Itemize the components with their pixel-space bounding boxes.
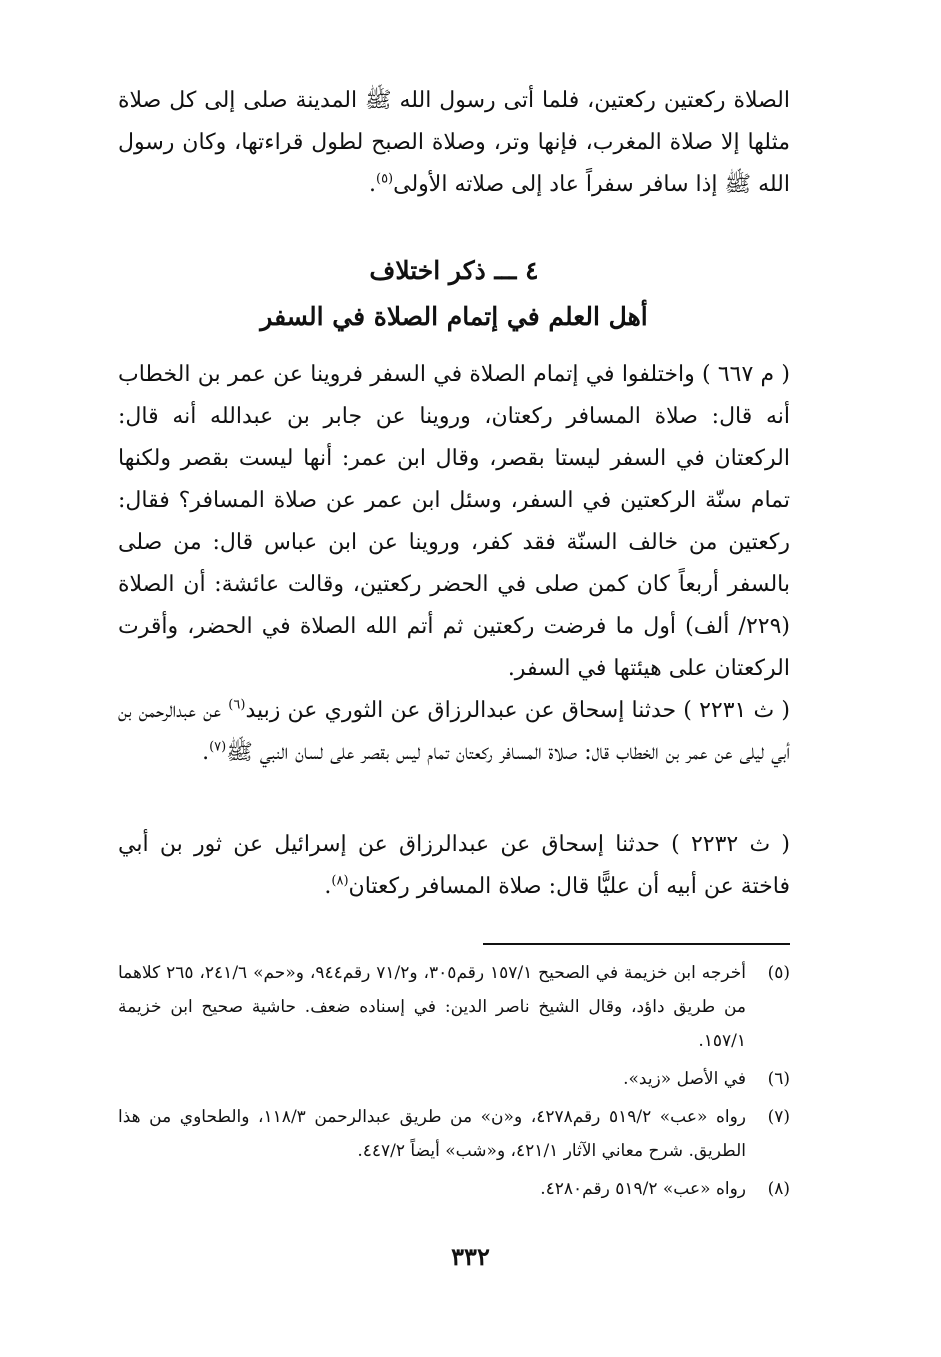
footnote-number: (٥) <box>767 963 790 983</box>
footnote-ref-7: (٧) <box>209 739 227 755</box>
footnote-8 <box>118 1172 790 1206</box>
footnote-text: في الأصل «زيد». <box>623 1069 746 1089</box>
paragraph-t2232-end: . <box>324 874 332 899</box>
top-paragraph-text: الصلاة ركعتين ركعتين، فلما أتى رسول الله ﷺ المدينة صلى إلى كل صلاة مثلها إلا صلاة المغرب، فإنها وتر، وصلاة الصبح لطول قراءتها، وكان رسول الله ﷺ إذا سافر سفراً عاد إلى صلاته الأولى <box>118 88 790 197</box>
paragraph-t2232-text: ( ث ٢٢٣٢ ) حدثنا إسحاق عن عبدالرزاق عن إسرائيل عن ثور بن أبي فاختة عن أبيه أن عليًّا قال: صلاة المسافر ركعتان <box>118 832 791 899</box>
paragraph-t2232-block <box>118 824 790 908</box>
footnote-text: رواه «عب» ٥١٩/٢ رقم٤٢٨٠. <box>540 1179 746 1199</box>
heading-line-2: أهل العلم في إتمام الصلاة في السفر <box>260 302 648 331</box>
footnote-number: (٧) <box>767 1107 790 1127</box>
paragraph-t2231-part2: عن عبدالرحمن بن أبي ليلى عن عمر بن الخطاب قال: صلاة المسافر ركعتان تمام ليس بقصر على لسان النبي ﷺ <box>118 698 790 765</box>
footnote-number: (٨) <box>767 1179 790 1199</box>
top-paragraph: الصلاة ركعتين ركعتين، فلما أتى رسول الله ﷺ المدينة صلى إلى كل صلاة مثلها إلا صلاة المغرب، فإنها وتر، وصلاة الصبح لطول قراءتها، وكان رسول الله ﷺ إذا سافر سفراً عاد إلى صلاته الأولى$^{(٥)}$. <box>118 88 790 197</box>
top-paragraph-block <box>118 80 790 206</box>
footnote-divider <box>483 943 790 945</box>
paragraph-t2231-end: . <box>202 740 210 765</box>
paragraph-t2232 <box>118 824 790 908</box>
footnote-text: أخرجه ابن خزيمة في الصحيح ١٥٧/١ رقم٣٠٥، و٧١/٢ رقم٩٤٤، و«حم» ٢٤١/٦، ٢٦٥ كلاهما من طريق داؤد، وقال الشيخ ناصر الدين: في إسناده ضعف. حاشية صحيح ابن خزيمة ١٥٧/١. <box>118 963 746 1051</box>
paragraph-m667: ( م ٦٦٧ ) واختلفوا في إتمام الصلاة في السفر فروينا عن عمر بن الخطاب أنه قال: صلاة المسافر ركعتان، وروينا عن جابر بن عبدالله أنه قال: الركعتان في السفر ليستا بقصر، وقال ابن عمر: أنها ليست بقصر ولكنها تمام سنّة الركعتين في السفر، وسئل ابن عمر عن صلاة المسافر؟ فقال: ركعتين من خالف السنّة فقد كفر، وروينا عن ابن عباس قال: من صلى بالسفر أربعاً كان كمن صلى في الحضر ركعتين، وقالت عائشة: أن الصلاة (٢٢٩/ ألف) أول ما فرضت ركعتين ثم أتم الله الصلاة في الحضر، وأقرت الركعتان على هيئتها في السفر. <box>118 362 790 681</box>
heading-line-1: ٤ ـــ ذكر اختلاف <box>369 256 539 285</box>
paragraph-t2231-part1: ( ث ٢٢٣١ ) حدثنا إسحاق عن عبدالرزاق عن الثوري عن زبيد <box>245 698 790 723</box>
paragraph-m667-block <box>118 354 790 690</box>
footnote-6 <box>118 1062 790 1096</box>
footnote-ref-8: (٨) <box>331 873 349 889</box>
paragraph-t2231 <box>118 690 790 774</box>
footnote-7 <box>118 1100 790 1168</box>
footnote-number: (٦) <box>767 1069 790 1089</box>
paragraph-t2231-block <box>118 690 790 774</box>
footnote-5 <box>118 956 790 1058</box>
section-heading <box>118 248 790 340</box>
footnote-ref-6: (٦) <box>228 697 246 713</box>
footnote-ref-5: (٥) <box>375 171 394 187</box>
footnotes <box>118 956 790 1210</box>
page-number: ٣٣٢ <box>451 1242 490 1271</box>
footnote-text: رواه «عب» ٥١٩/٢ رقم٤٢٧٨، و«ن» من طريق عبدالرحمن ١١٨/٣، والطحاوي من هذا الطريق. شرح معاني الآثار ٤٢١/١، و«شب» أيضاً ٤٤٧/٢. <box>118 1107 747 1161</box>
